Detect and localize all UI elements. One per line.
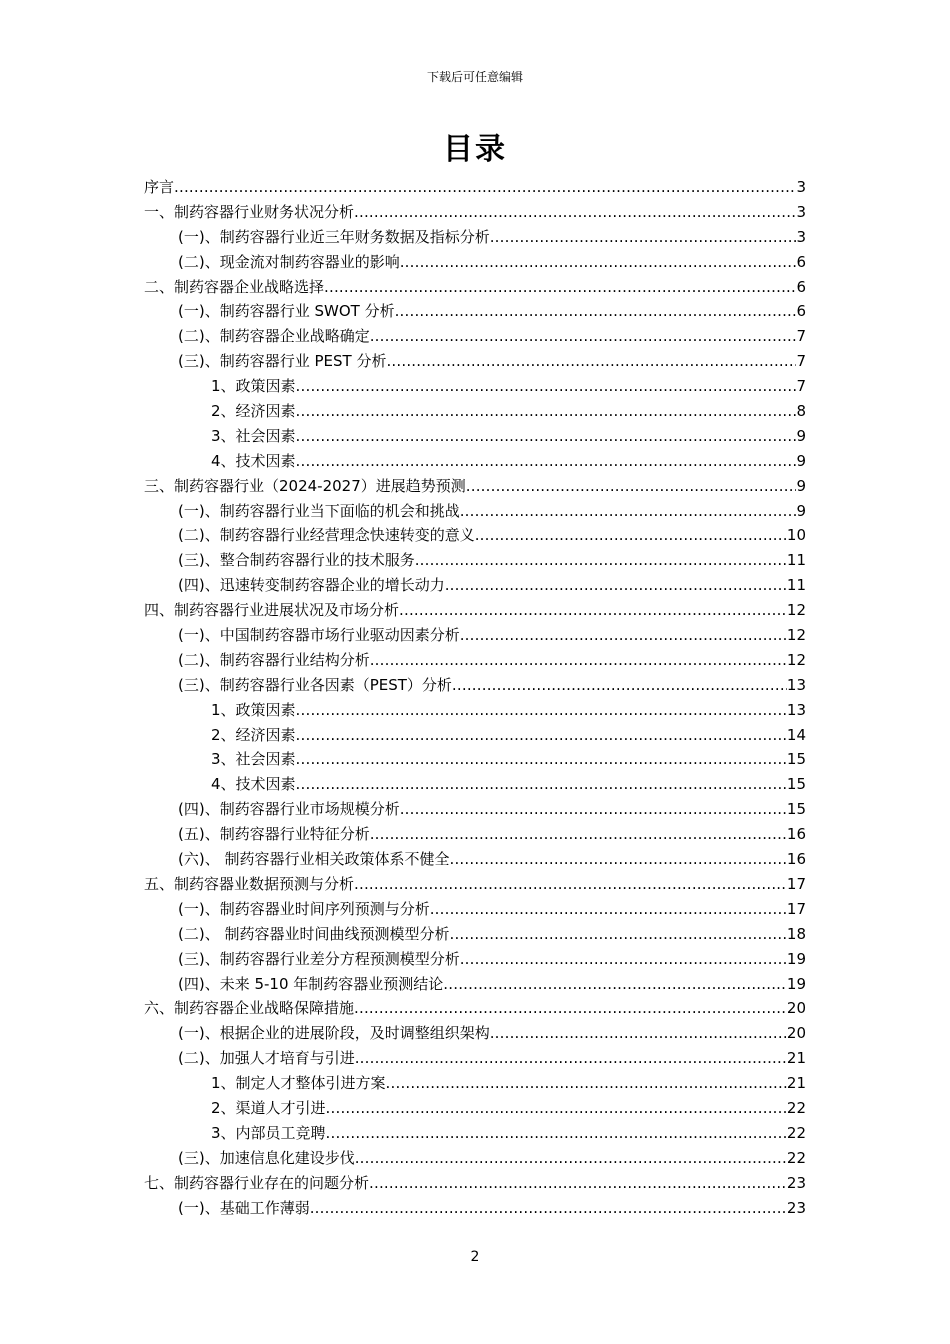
toc-entry-page: 17 [786,899,806,918]
toc-entry-page: 3 [796,202,806,221]
toc-entry[interactable] [144,424,806,449]
toc-dot-leader [296,399,797,424]
toc-dot-leader [355,1146,787,1171]
toc-entry-page: 22 [786,1123,806,1142]
toc-dot-leader [466,474,797,499]
toc-entry-title: 3、社会因素 [211,750,296,769]
toc-entry-page: 20 [786,999,806,1018]
toc-entry-title: 3、内部员工竞聘 [211,1123,326,1142]
toc-entry-page: 23 [786,1173,806,1192]
toc-entry-page: 10 [786,526,806,545]
toc-dot-leader [490,1021,787,1046]
toc-entry[interactable] [144,1146,806,1171]
toc-entry-page: 15 [786,775,806,794]
page-header: 下载后可任意编辑 [426,70,523,84]
toc-entry[interactable] [144,1071,806,1096]
toc-entry-page: 7 [796,352,806,371]
toc-entry-title: 4、技术因素 [211,775,296,794]
toc-dot-leader [449,847,786,872]
toc-dot-leader [445,573,787,598]
toc-entry-title: (三)、制药容器行业差分方程预测模型分析 [178,949,460,968]
toc-entry-title: 2、经济因素 [211,725,296,744]
toc-dot-leader [449,922,786,947]
toc-entry-page: 16 [786,850,806,869]
toc-entry-page: 12 [786,626,806,645]
toc-dot-leader [296,772,787,797]
toc-entry[interactable] [144,399,806,424]
toc-entry-title: 4、技术因素 [211,451,296,470]
toc-entry[interactable] [144,499,806,524]
toc-dot-leader [324,275,796,300]
toc-entry-page: 20 [786,1024,806,1043]
toc-entry-title: (一)、中国制药容器市场行业驱动因素分析 [178,626,460,645]
toc-entry[interactable] [144,723,806,748]
toc-dot-leader [354,996,787,1021]
toc-dot-leader [296,424,797,449]
toc-entry[interactable] [144,1046,806,1071]
toc-entry-title: 2、经济因素 [211,402,296,421]
toc-entry-page: 9 [796,426,806,445]
toc-entry-title: (四)、制药容器行业市场规模分析 [178,800,400,819]
page-title: 目录 [443,132,507,167]
toc-dot-leader [475,523,787,548]
toc-entry[interactable] [144,523,806,548]
toc-entry-title: (二)、制药容器行业结构分析 [178,650,370,669]
toc-entry[interactable] [144,349,806,374]
toc-entry-page: 21 [786,1049,806,1068]
toc-dot-leader [296,374,797,399]
toc-entry[interactable] [144,922,806,947]
toc-entry[interactable] [144,947,806,972]
toc-entry[interactable] [144,698,806,723]
toc-entry[interactable] [144,324,806,349]
toc-entry[interactable] [144,772,806,797]
toc-entry-page: 13 [786,675,806,694]
toc-entry-page: 21 [786,1074,806,1093]
toc-entry-page: 6 [796,302,806,321]
toc-entry[interactable] [144,1121,806,1146]
toc-entry-title: (一)、根据企业的进展阶段，及时调整组织架构 [178,1024,490,1043]
toc-entry-page: 19 [786,949,806,968]
toc-entry-page: 16 [786,825,806,844]
toc-entry[interactable] [144,175,806,200]
toc-entry-page: 15 [786,750,806,769]
toc-dot-leader [296,747,787,772]
toc-entry[interactable] [144,623,806,648]
toc-entry[interactable] [144,548,806,573]
toc-entry-page: 15 [786,800,806,819]
toc-entry[interactable] [144,275,806,300]
toc-entry-page: 6 [796,252,806,271]
toc-entry-title: 六、制药容器企业战略保障措施 [144,999,355,1018]
toc-dot-leader [452,673,787,698]
toc-entry-page: 7 [796,327,806,346]
toc-entry[interactable] [144,972,806,997]
toc-entry-page: 8 [796,402,806,421]
toc-entry[interactable] [144,673,806,698]
toc-entry[interactable] [144,449,806,474]
toc-dot-leader [443,972,787,997]
toc-entry-page: 9 [796,451,806,470]
toc-dot-leader [326,1121,787,1146]
toc-entry-page: 11 [786,576,806,595]
toc-entry-title: (二)、 制药容器业时间曲线预测模型分析 [178,924,450,943]
toc-dot-leader [386,349,796,374]
toc-entry[interactable] [144,1021,806,1046]
toc-entry-page: 3 [796,178,806,196]
toc-entry-page: 12 [786,650,806,669]
toc-entry[interactable] [144,847,806,872]
toc-entry[interactable] [144,598,806,623]
toc-entry-title: 三、制药容器行业（2024-2027）进展趋势预测 [144,476,466,495]
toc-entry-title: 1、政策因素 [211,377,296,396]
toc-entry-page: 14 [786,725,806,744]
toc-dot-leader [490,225,797,250]
toc-dot-leader [355,1046,787,1071]
toc-entry-title: (三)、加速信息化建设步伐 [178,1148,355,1167]
toc-dot-leader [296,449,797,474]
toc-dot-leader [400,250,797,275]
toc-dot-leader [386,1071,787,1096]
toc-entry[interactable] [144,648,806,673]
toc-entry-page: 22 [786,1148,806,1167]
toc-dot-leader [395,299,797,324]
toc-entry-title: (二)、加强人才培育与引进 [178,1049,355,1068]
toc-entry-title: (一)、制药容器行业 SWOT 分析 [178,302,395,321]
toc-entry[interactable] [144,225,806,250]
toc-entry-title: (六)、 制药容器行业相关政策体系不健全 [178,850,450,869]
toc-dot-leader [430,897,787,922]
toc-entry-title: 二、制药容器企业战略选择 [144,277,325,296]
table-of-contents [144,175,806,1220]
toc-entry-title: 1、政策因素 [211,700,296,719]
toc-entry-page: 11 [786,551,806,570]
toc-dot-leader [370,324,797,349]
toc-entry-page: 9 [796,501,806,520]
toc-entry-title: 2、渠道人才引进 [211,1098,326,1117]
toc-entry-title: (二)、制药容器行业经营理念快速转变的意义 [178,526,475,545]
toc-dot-leader [460,623,787,648]
toc-dot-leader [326,1096,787,1121]
toc-entry[interactable] [144,1171,806,1196]
toc-dot-leader [310,1196,787,1221]
toc-entry-title: (一)、制药容器行业当下面临的机会和挑战 [178,501,460,520]
toc-dot-leader [354,200,796,225]
toc-entry-page: 6 [796,277,806,296]
toc-entry[interactable] [144,250,806,275]
toc-entry-title: (三)、制药容器行业 PEST 分析 [178,352,387,371]
toc-entry-title: 四、制药容器行业进展状况及市场分析 [144,601,400,620]
toc-dot-leader [354,872,787,897]
toc-entry-title: (二)、制药容器企业战略确定 [178,327,370,346]
toc-entry[interactable] [144,797,806,822]
toc-entry-title: 3、社会因素 [211,426,296,445]
toc-entry[interactable] [144,374,806,399]
toc-entry-title: (一)、制药容器行业近三年财务数据及指标分析 [178,227,490,246]
toc-entry-title: (三)、制药容器行业各因素（PEST）分析 [178,675,452,694]
page-number: 2 [470,1249,480,1265]
toc-dot-leader [415,548,787,573]
toc-entry-page: 13 [786,700,806,719]
toc-entry[interactable] [144,747,806,772]
toc-entry[interactable] [144,822,806,847]
toc-entry-title: (一)、基础工作薄弱 [178,1198,310,1217]
toc-dot-leader [370,648,787,673]
toc-dot-leader [174,175,796,200]
toc-entry-page: 3 [796,227,806,246]
toc-entry-title: 七、制药容器行业存在的问题分析 [144,1173,370,1192]
toc-entry[interactable] [144,1196,806,1221]
toc-entry-page: 9 [796,476,806,495]
toc-dot-leader [369,1171,787,1196]
toc-entry-title: (四)、未来 5-10 年制药容器业预测结论 [178,974,444,993]
toc-dot-leader [460,947,787,972]
toc-entry[interactable] [144,996,806,1021]
toc-entry-title: 1、制定人才整体引进方案 [211,1074,386,1093]
toc-entry-title: (四)、迅速转变制药容器企业的增长动力 [178,576,445,595]
toc-entry-title: (一)、制药容器业时间序列预测与分析 [178,899,430,918]
toc-entry[interactable] [144,897,806,922]
toc-entry-title: 序言 [144,178,175,196]
toc-entry-page: 17 [786,874,806,893]
toc-entry-page: 7 [796,377,806,396]
toc-entry-title: (五)、制药容器行业特征分析 [178,825,370,844]
toc-entry-title: (三)、整合制药容器行业的技术服务 [178,551,415,570]
toc-dot-leader [370,822,787,847]
toc-entry[interactable] [144,474,806,499]
toc-dot-leader [296,723,787,748]
toc-dot-leader [460,499,797,524]
toc-entry[interactable] [144,872,806,897]
toc-dot-leader [399,598,787,623]
toc-dot-leader [296,698,787,723]
toc-dot-leader [400,797,787,822]
toc-entry-title: 一、制药容器行业财务状况分析 [144,202,355,221]
toc-entry-page: 18 [786,924,806,943]
toc-entry-page: 12 [786,601,806,620]
toc-entry-title: (二)、现金流对制药容器业的影响 [178,252,400,271]
toc-entry-page: 23 [786,1198,806,1217]
toc-entry[interactable] [144,573,806,598]
toc-entry-page: 22 [786,1098,806,1117]
toc-entry[interactable] [144,200,806,225]
toc-entry[interactable] [144,1096,806,1121]
toc-entry-title: 五、制药容器业数据预测与分析 [144,874,355,893]
toc-entry[interactable] [144,299,806,324]
toc-entry-page: 19 [786,974,806,993]
